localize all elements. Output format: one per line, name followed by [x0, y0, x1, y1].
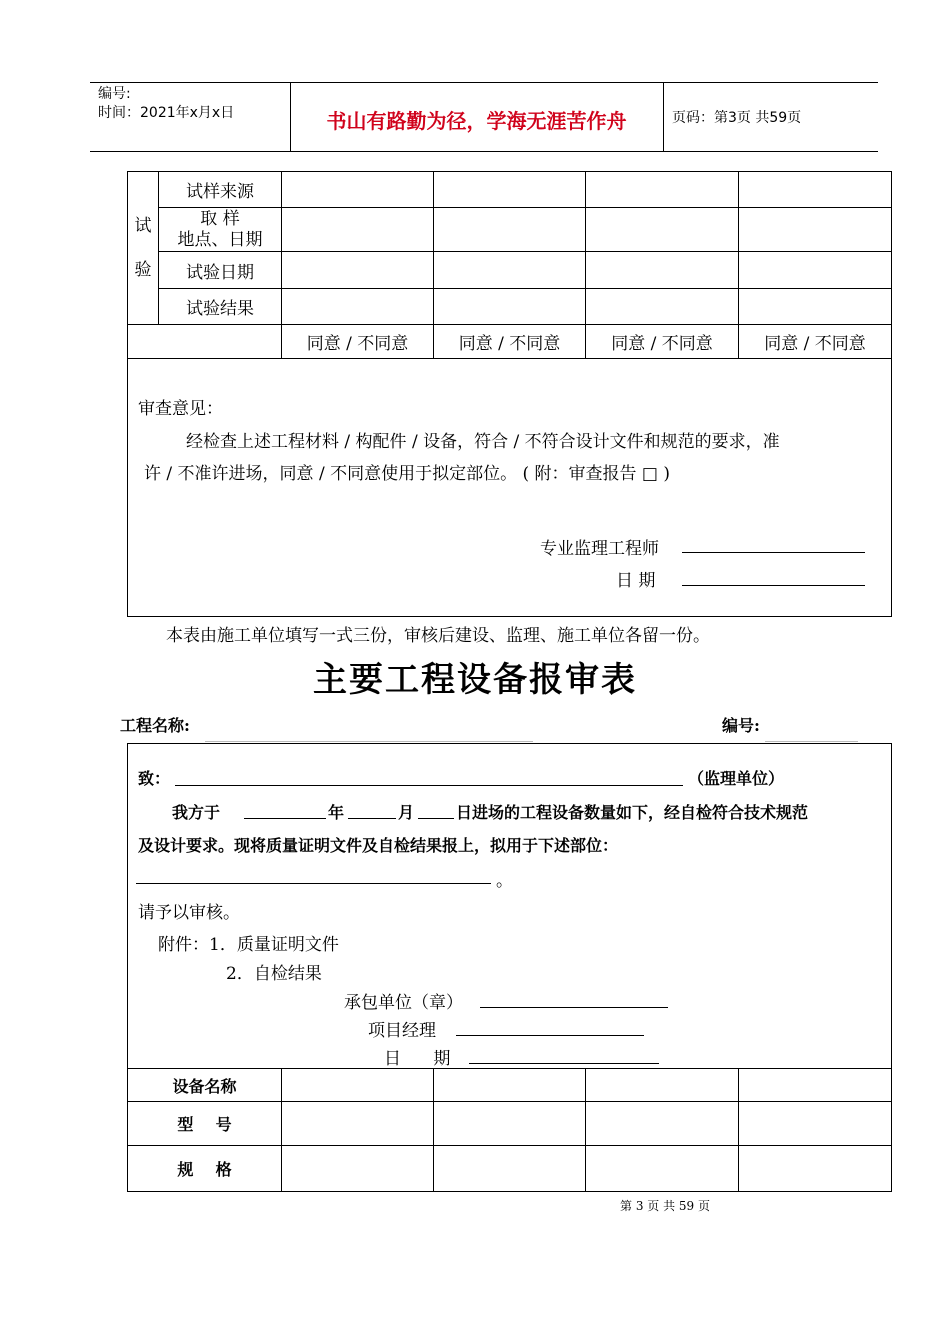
cell	[128, 325, 282, 359]
cell[interactable]	[739, 1069, 892, 1102]
review-date-line[interactable]	[682, 585, 865, 586]
form-title: 主要工程设备报审表	[313, 660, 637, 700]
cell[interactable]	[586, 208, 739, 252]
row-label-test-result: 试验结果	[159, 289, 282, 325]
agree-option[interactable]: 同意 / 不同意	[282, 325, 434, 359]
row-label-sample-source: 试样来源	[159, 172, 282, 208]
agree-option[interactable]: 同意 / 不同意	[739, 325, 892, 359]
row-label-sampling: 取 样 地点、日期	[159, 208, 282, 252]
project-name-field[interactable]	[205, 741, 533, 742]
agree-option[interactable]: 同意 / 不同意	[586, 325, 739, 359]
header-time-label: 时间：2021年x月x日	[98, 105, 235, 121]
cell[interactable]	[586, 1102, 739, 1146]
supervisor-field[interactable]	[175, 785, 683, 786]
footnote: 本表由施工单位填写一式三份，审核后建设、监理、施工单位各留一份。	[166, 626, 710, 646]
cell[interactable]	[739, 172, 892, 208]
header-motto: 书山有路勤为径，学海无涯苦作舟	[326, 109, 627, 133]
cell[interactable]	[586, 1146, 739, 1192]
supervisor-unit-label: （监理单位）	[688, 769, 785, 788]
location-end: 。	[496, 871, 513, 891]
equipment-table	[127, 1068, 892, 1192]
review-body-line1: 经检查上述工程材料 / 构配件 / 设备，符合 / 不符合设计文件和规范的要求，准	[186, 432, 780, 452]
manager-field[interactable]	[456, 1035, 644, 1036]
application-date-label: 日 期	[384, 1049, 451, 1069]
form-number-field[interactable]	[765, 741, 858, 742]
entry-text-a: 我方于	[172, 803, 221, 822]
cell[interactable]	[739, 208, 892, 252]
project-name-label: 工程名称:	[120, 716, 190, 735]
day-field[interactable]	[418, 818, 454, 819]
cell[interactable]	[282, 1102, 434, 1146]
cell[interactable]	[282, 208, 434, 252]
cell[interactable]	[282, 1069, 434, 1102]
form-number-label: 编号:	[722, 716, 760, 735]
header-page-info: 页码：第3页 共59页	[672, 110, 802, 126]
page-header	[90, 82, 878, 152]
cell[interactable]	[434, 289, 586, 325]
cell[interactable]	[739, 1146, 892, 1192]
attachment-2: 2．自检结果	[226, 964, 322, 984]
contractor-field[interactable]	[480, 1007, 668, 1008]
cell[interactable]	[434, 1146, 586, 1192]
month-field[interactable]	[348, 818, 396, 819]
cell[interactable]	[739, 1102, 892, 1146]
entry-text-line2: 及设计要求。现将质量证明文件及自检结果报上，拟用于下述部位：	[138, 836, 619, 855]
test-group-label: 试 验	[128, 172, 159, 325]
review-body-line2: 许 / 不准许进场，同意 / 不同意使用于拟定部位。 ( 附：审查报告 □ )	[144, 464, 671, 484]
to-label: 致：	[138, 769, 171, 788]
agree-option[interactable]: 同意 / 不同意	[434, 325, 586, 359]
page-footer: 第 3 页 共 59 页	[620, 1199, 710, 1213]
engineer-signature-line[interactable]	[682, 552, 865, 553]
review-heading: 审查意见：	[138, 399, 223, 419]
location-field[interactable]	[136, 883, 491, 884]
header-divider	[663, 83, 664, 151]
month-label: 月	[398, 803, 415, 822]
cell[interactable]	[739, 252, 892, 289]
cell[interactable]	[586, 1069, 739, 1102]
row-label-test-date: 试验日期	[159, 252, 282, 289]
entry-text-rest: 日进场的工程设备数量如下，经自检符合技术规范	[456, 803, 809, 822]
application-date-field[interactable]	[469, 1063, 659, 1064]
cell[interactable]	[586, 252, 739, 289]
cell[interactable]	[282, 289, 434, 325]
attachment-1: 附件：1．质量证明文件	[158, 935, 339, 955]
cell[interactable]	[434, 1069, 586, 1102]
cell[interactable]	[434, 208, 586, 252]
engineer-label: 专业监理工程师	[540, 539, 659, 559]
year-field[interactable]	[244, 818, 326, 819]
row-label-model: 型 号	[128, 1102, 282, 1146]
manager-label: 项目经理	[368, 1021, 436, 1041]
cell[interactable]	[434, 1102, 586, 1146]
review-date-label: 日 期	[616, 571, 656, 591]
test-table	[127, 171, 892, 359]
request-text: 请予以审核。	[138, 903, 240, 923]
application-box	[127, 743, 892, 1070]
row-label-spec: 规 格	[128, 1146, 282, 1192]
year-label: 年	[328, 803, 345, 822]
cell[interactable]	[586, 172, 739, 208]
header-meta	[98, 85, 234, 123]
cell[interactable]	[434, 252, 586, 289]
cell[interactable]	[282, 1146, 434, 1192]
cell[interactable]	[586, 289, 739, 325]
header-number-label: 编号:	[98, 86, 131, 102]
cell[interactable]	[434, 172, 586, 208]
cell[interactable]	[282, 252, 434, 289]
review-box	[127, 359, 892, 617]
contractor-label: 承包单位（章）	[344, 993, 463, 1013]
cell[interactable]	[739, 289, 892, 325]
cell[interactable]	[282, 172, 434, 208]
row-label-equipment-name: 设备名称	[128, 1069, 282, 1102]
